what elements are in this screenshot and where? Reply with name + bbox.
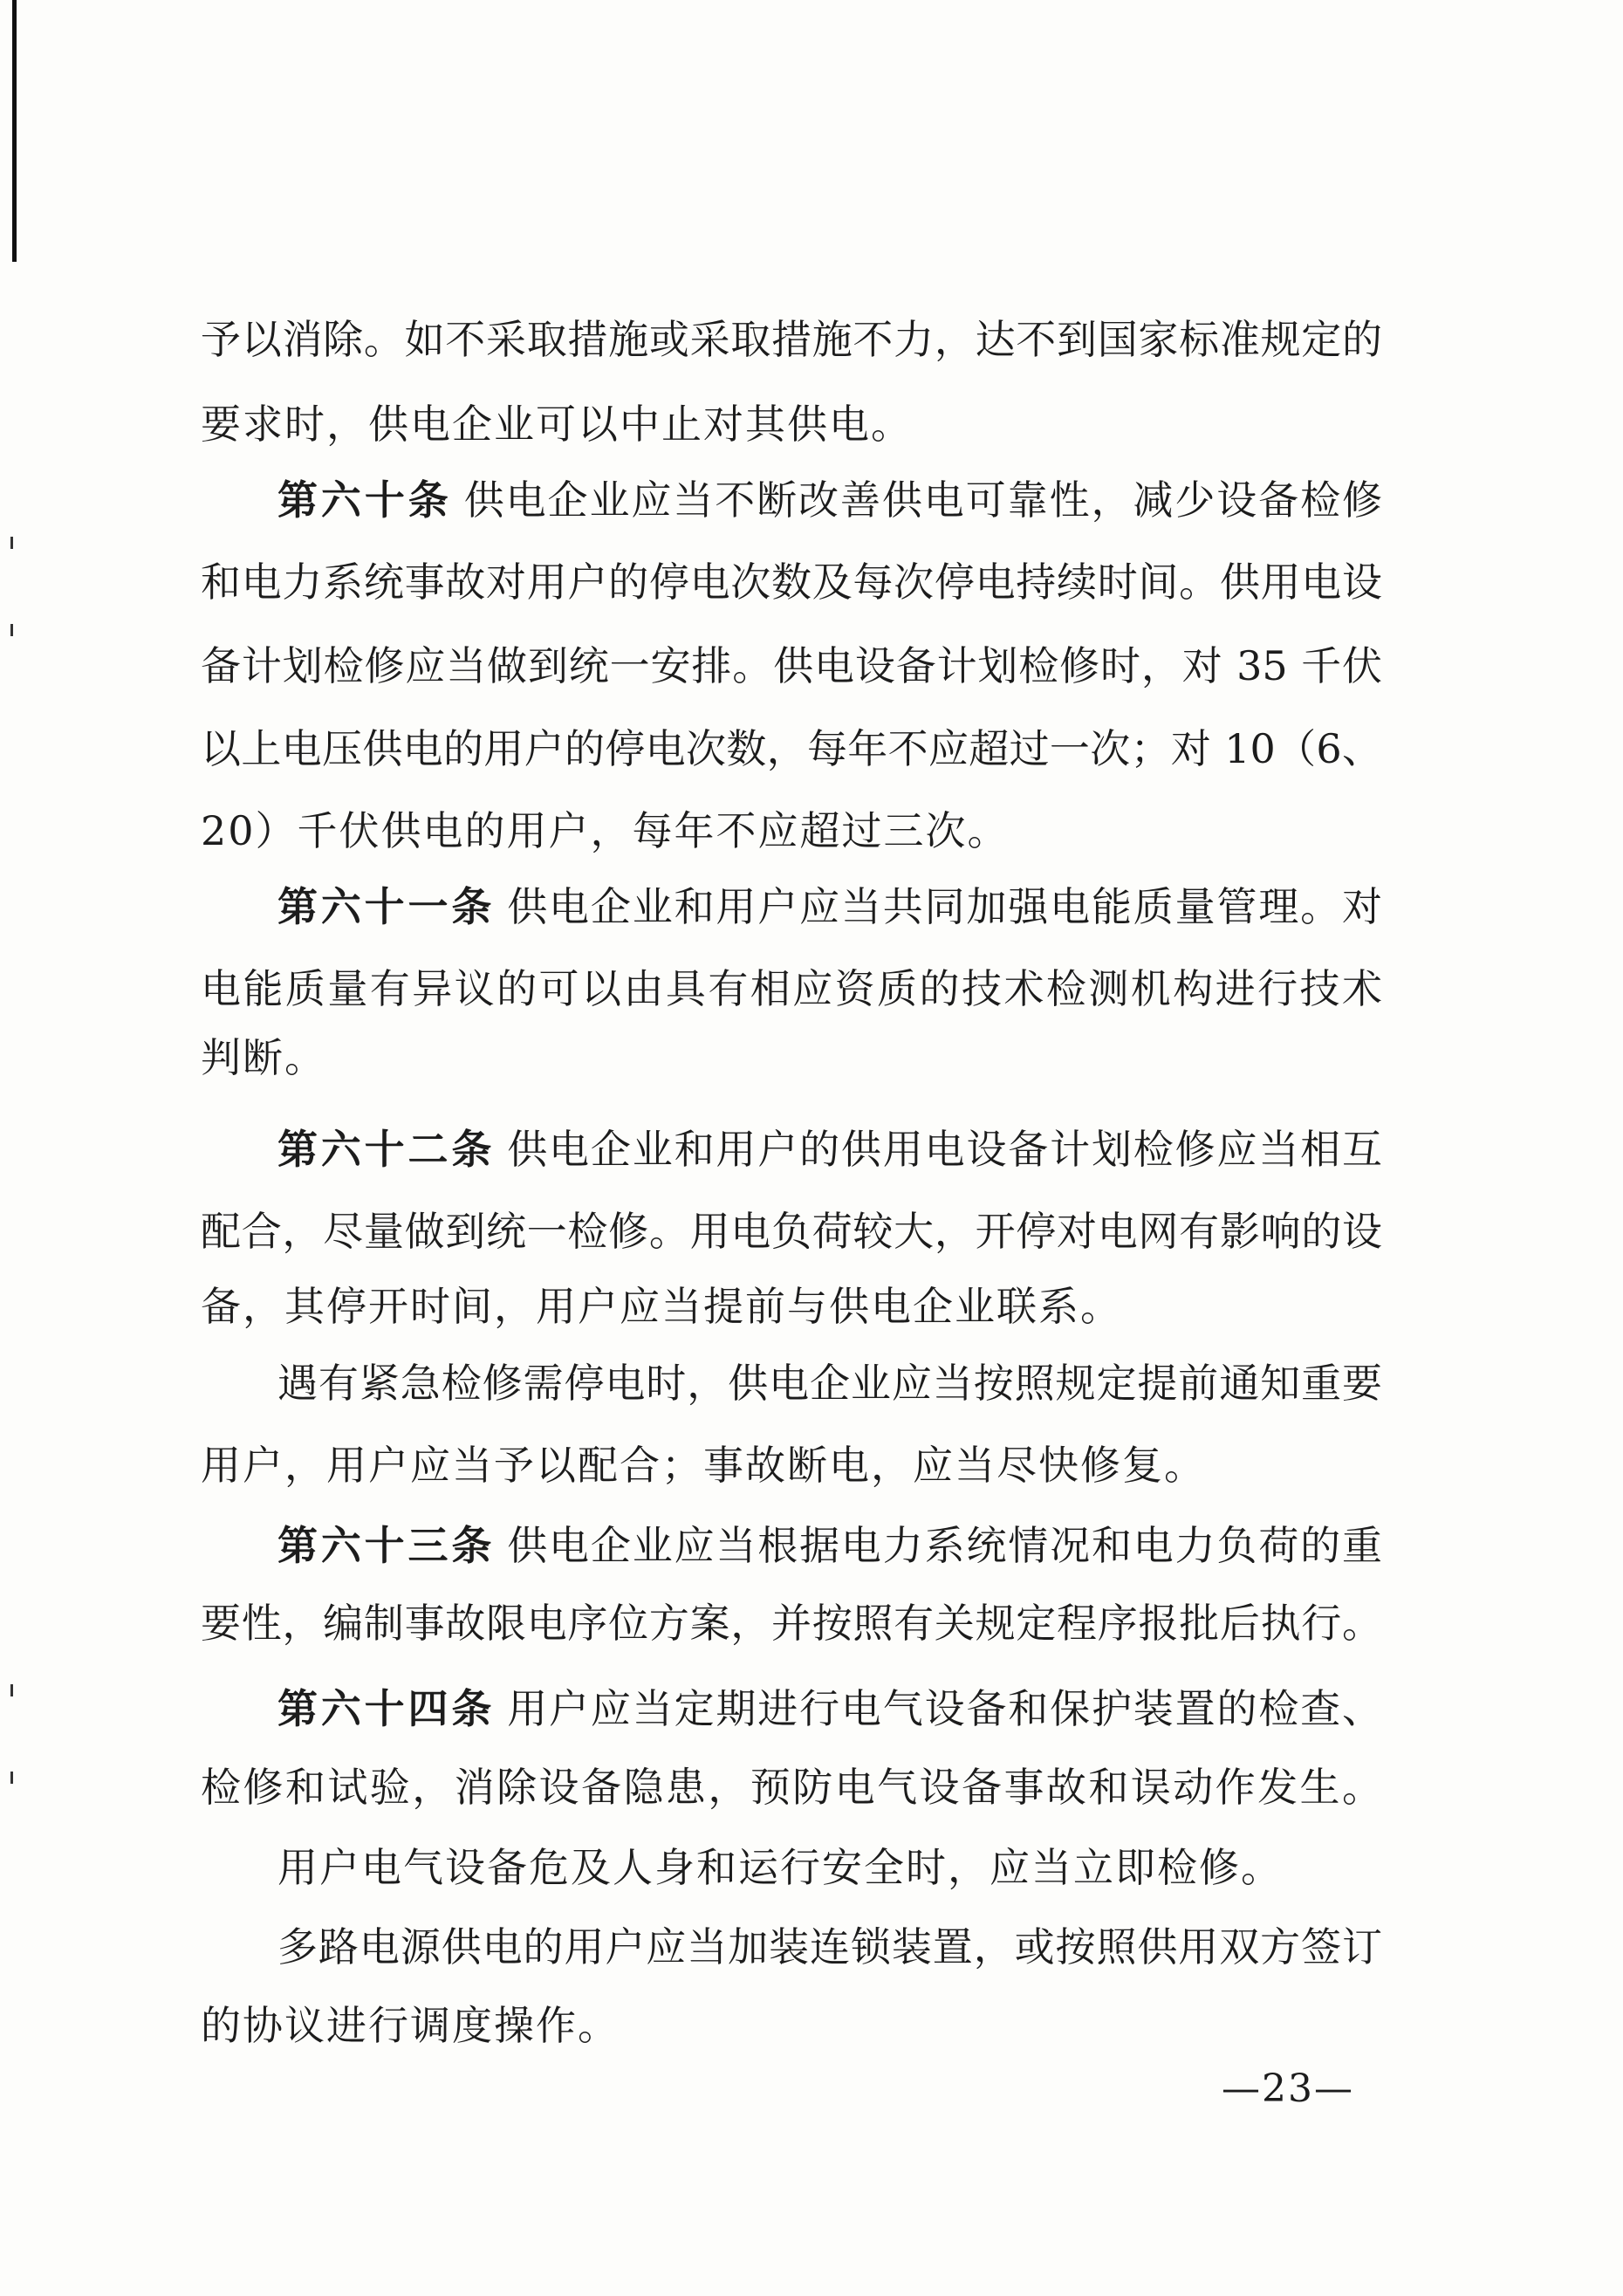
- article-heading: 第六十条: [277, 476, 452, 524]
- line-text: 供电企业应当不断改善供电可靠性，减少设备检修: [463, 476, 1383, 524]
- text-line: [201, 1031, 1382, 1084]
- line-text: 电能质量有异议的可以由具有相应资质的技术检测机构进行技术: [201, 965, 1382, 1012]
- scan-mark: [10, 624, 13, 636]
- text-line: [277, 881, 1382, 933]
- text-line: [201, 1597, 1382, 1649]
- line-text: 备，其停开时间，用户应当提前与供电企业联系。: [201, 1283, 1122, 1330]
- scan-mark: [10, 1772, 13, 1784]
- text-line: [201, 1999, 1382, 2052]
- line-text: 供电企业和用户应当共同加强电能质量管理。对: [507, 883, 1383, 930]
- text-line: [201, 805, 1382, 857]
- line-text: 供电企业和用户的供用电设备计划检修应当相互: [507, 1126, 1383, 1173]
- text-line: [277, 1519, 1382, 1572]
- text-line: [201, 313, 1382, 366]
- text-line: [277, 1921, 1382, 1973]
- text-line: [201, 963, 1382, 1015]
- text-line: [277, 1683, 1382, 1735]
- line-text: 和电力系统事故对用户的停电次数及每次停电持续时间。供用电设: [201, 559, 1382, 606]
- scan-mark: [10, 537, 13, 549]
- text-line: [201, 640, 1382, 692]
- line-text: 遇有紧急检修需停电时，供电企业应当按照规定提前通知重要: [277, 1360, 1382, 1407]
- page-number: —23—: [1222, 2066, 1354, 2111]
- scan-mark: [10, 1684, 13, 1696]
- line-text: 要性，编制事故限电序位方案，并按照有关规定程序报批后执行。: [201, 1600, 1382, 1647]
- scan-edge-line: [12, 0, 17, 262]
- text-line: [201, 1280, 1382, 1333]
- article-heading: 第六十四条: [277, 1685, 496, 1732]
- article-heading: 第六十一条: [277, 883, 496, 930]
- text-line: [277, 1357, 1382, 1409]
- text-line: [201, 556, 1382, 608]
- text-line: [277, 474, 1382, 526]
- line-text: 备计划检修应当做到统一安排。供电设备计划检修时，对 35 千伏: [201, 642, 1382, 689]
- line-text: 用户电气设备危及人身和运行安全时，应当立即检修。: [277, 1844, 1283, 1891]
- line-text: 用户，用户应当予以配合；事故断电，应当尽快修复。: [201, 1442, 1206, 1489]
- line-text: 多路电源供电的用户应当加装连锁装置，或按照供用双方签订: [277, 1923, 1382, 1970]
- text-line: [277, 1123, 1382, 1175]
- line-text: 20）千伏供电的用户，每年不应超过三次。: [201, 807, 1010, 854]
- line-text: 配合，尽量做到统一检修。用电负荷较大，开停对电网有影响的设: [201, 1208, 1382, 1255]
- text-line: [277, 1841, 1382, 1894]
- text-line: [201, 723, 1382, 775]
- text-line: [201, 1439, 1382, 1491]
- line-text: 予以消除。如不采取措施或采取措施不力，达不到国家标准规定的: [201, 316, 1382, 363]
- line-text: 供电企业应当根据电力系统情况和电力负荷的重: [507, 1522, 1383, 1569]
- text-line: [201, 1761, 1382, 1813]
- text-line: [201, 398, 1382, 450]
- text-line: [201, 1205, 1382, 1258]
- line-text: 以上电压供电的用户的停电次数，每年不应超过一次；对 10（6、: [201, 725, 1382, 772]
- article-heading: 第六十二条: [277, 1126, 496, 1173]
- article-heading: 第六十三条: [277, 1522, 496, 1569]
- line-text: 的协议进行调度操作。: [201, 2002, 620, 2049]
- line-text: 要求时，供电企业可以中止对其供电。: [201, 401, 913, 448]
- line-text: 判断。: [201, 1034, 326, 1081]
- line-text: 用户应当定期进行电气设备和保护装置的检查、: [507, 1685, 1383, 1732]
- line-text: 检修和试验，消除设备隐患，预防电气设备事故和误动作发生。: [201, 1764, 1382, 1811]
